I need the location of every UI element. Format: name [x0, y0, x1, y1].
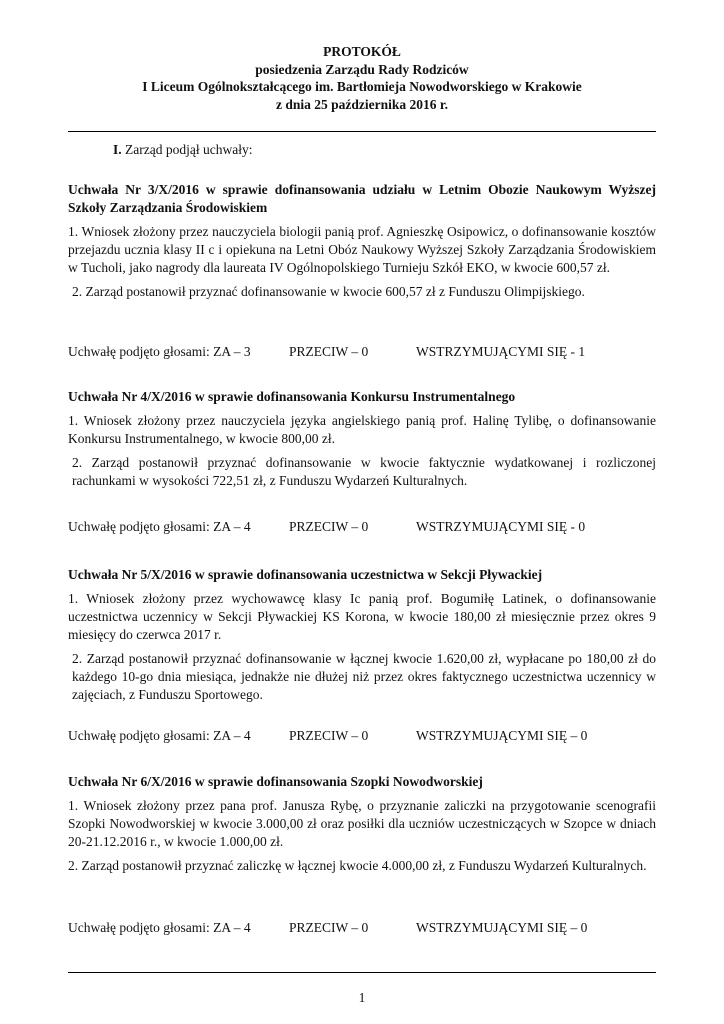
resolution-4	[68, 388, 656, 490]
resolution-6	[68, 773, 656, 875]
resolution-title: Uchwała Nr 6/X/2016 w sprawie dofinansowania Szopki Nowodworskiej	[68, 774, 483, 789]
vote-for: Uchwałę podjęto głosami: ZA – 4	[68, 728, 251, 743]
document-header	[68, 43, 656, 113]
footer-divider	[68, 972, 656, 973]
vote-for: Uchwałę podjęto głosami: ZA – 3	[68, 344, 251, 359]
resolution-decision: 2. Zarząd postanowił przyznać zaliczkę w łącznej kwocie 4.000,00 zł, z Funduszu Wydarzeń Kulturalnych.	[68, 858, 647, 873]
header-subtitle: posiedzenia Zarządu Rady Rodziców	[255, 61, 469, 77]
intro-text: Zarząd podjął uchwały:	[121, 142, 253, 157]
header-title: PROTOKÓŁ	[323, 44, 401, 59]
vote-against: PRZECIW – 0	[289, 920, 369, 935]
resolution-decision: 2. Zarząd postanowił przyznać dofinansowanie w łącznej kwocie 1.620,00 zł, wypłacane po 180,00 zł do każdego 10-go dnia miesiąca, jednakże nie dłużej niż przez okres faktycznego uczestnictwa uczennicy w zajęciach, z Funduszu Sportowego.	[72, 651, 656, 702]
vote-abstain: WSTRZYMUJĄCYMI SIĘ – 0	[416, 920, 588, 935]
vote-abstain: WSTRZYMUJĄCYMI SIĘ – 0	[416, 728, 588, 743]
vote-against: PRZECIW – 0	[289, 344, 369, 359]
resolution-decision: 2. Zarząd postanowił przyznać dofinansowanie w kwocie faktycznie wydatkowanej i rozliczonej rachunkami w wysokości 722,51 zł, z Funduszu Wydarzeń Kulturalnych.	[72, 455, 656, 488]
resolution-request: 1. Wniosek złożony przez pana prof. Janusza Rybę, o przyznanie zaliczki na przygotowanie scenografii Szopki Nowodworskiej w kwocie 3.000,00 zł oraz posiłki dla uczniów uczestniczących w Szopce w dniach 20-21.12.2016 r., w kwocie 1.000,00 zł.	[68, 798, 656, 849]
vote-for: Uchwałę podjęto głosami: ZA – 4	[68, 519, 251, 534]
vote-for: Uchwałę podjęto głosami: ZA – 4	[68, 920, 251, 935]
resolution-title: Uchwała Nr 5/X/2016 w sprawie dofinansowania uczestnictwa w Sekcji Pływackiej	[68, 567, 543, 582]
section-number: I.	[113, 142, 122, 157]
resolution-5	[68, 566, 656, 704]
resolution-request: 1. Wniosek złożony przez nauczyciela biologii panią prof. Agnieszkę Osipowicz, o dofinansowanie kosztów przejazdu ucznia klasy II c i opiekuna na Letni Obóz Naukowy Wyższej Szkoły Zarządzania Środowiskiem w Tucholi, jako nagrody dla laureata IV Ogólnopolskiego Turnieju Szkół EKO, w kwocie 600,57 zł.	[68, 224, 656, 275]
resolution-request: 1. Wniosek złożony przez wychowawcę klasy Ic panią prof. Bogumiłę Latinek, o dofinansowanie uczestnictwa uczennicy w Sekcji Pływackiej KS Korona, w kwocie 180,00 zł miesięcznie przez okres 9 miesięcy do czerwca 2017 r.	[68, 591, 656, 642]
resolution-decision: 2. Zarząd postanowił przyznać dofinansowanie w kwocie 600,57 zł z Funduszu Olimpijskiego.	[72, 284, 585, 299]
page-number: 1	[358, 990, 366, 1005]
vote-abstain: WSTRZYMUJĄCYMI SIĘ - 0	[416, 519, 586, 534]
header-school: I Liceum Ogólnokształcącego im. Bartłomieja Nowodworskiego w Krakowie	[142, 79, 582, 94]
resolution-3	[68, 181, 656, 301]
intro-line	[113, 141, 252, 159]
resolution-request: 1. Wniosek złożony przez nauczyciela języka angielskiego panią prof. Halinę Tylibę, o dofinansowanie Konkursu Instrumentalnego, w kwocie 800,00 zł.	[68, 413, 656, 446]
header-date: z dnia 25 października 2016 r.	[275, 96, 448, 112]
top-divider	[68, 131, 656, 132]
vote-against: PRZECIW – 0	[289, 728, 369, 743]
vote-against: PRZECIW – 0	[289, 519, 369, 534]
resolution-title: Uchwała Nr 3/X/2016 w sprawie dofinansowania udziału w Letnim Obozie Naukowym Wyższej Szkoły Zarządzania Środowiskiem	[68, 182, 656, 215]
resolution-title: Uchwała Nr 4/X/2016 w sprawie dofinansowania Konkursu Instrumentalnego	[68, 389, 516, 404]
vote-abstain: WSTRZYMUJĄCYMI SIĘ - 1	[416, 344, 586, 359]
